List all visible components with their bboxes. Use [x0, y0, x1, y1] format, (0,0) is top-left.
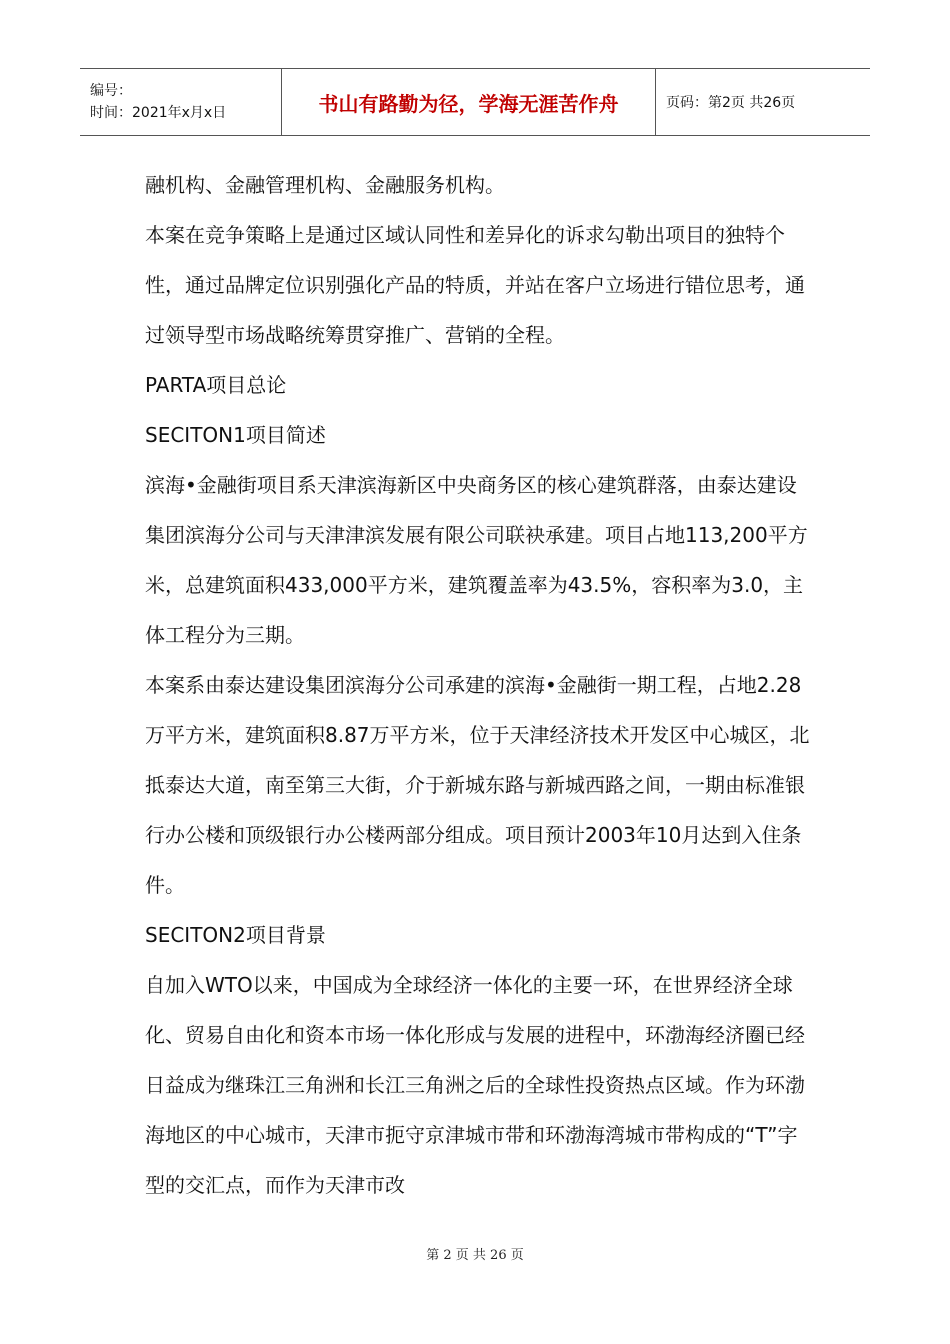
header-page-info: 页码：第2页 共26页: [666, 95, 796, 111]
paragraph: 滨海•金融街项目系天津滨海新区中央商务区的核心建筑群落，由泰达建设集团滨海分公司与天津津滨发展有限公司联袂承建。项目占地113,200平方米，总建筑面积433,000平方米，建筑覆盖率为43.5%，容积率为3.0，主体工程分为三期。: [145, 473, 808, 647]
paragraph: 融机构、金融管理机构、金融服务机构。: [145, 173, 505, 197]
document-body: [145, 160, 810, 1210]
section-heading: PARTA项目总论: [145, 373, 287, 397]
document-number-label: 编号：: [90, 83, 132, 99]
section-heading: SECITON1项目简述: [145, 423, 326, 447]
page-footer: 第 2 页 共 26 页: [426, 1248, 524, 1263]
paragraph: 本案系由泰达建设集团滨海分公司承建的滨海•金融街一期工程，占地2.28万平方米，建筑面积8.87万平方米，位于天津经济技术开发区中心城区，北抵泰达大道，南至第三大街，介于新城东路与新城西路之间，一期由标准银行办公楼和顶级银行办公楼两部分组成。项目预计2003年10月达到入住条件。: [145, 673, 810, 897]
paragraph: 本案在竞争策略上是通过区域认同性和差异化的诉求勾勒出项目的独特个性，通过品牌定位识别强化产品的特质，并站在客户立场进行错位思考，通过领导型市场战略统筹贯穿推广、营销的全程。: [145, 223, 805, 347]
paragraph: 自加入WTO以来，中国成为全球经济一体化的主要一环，在世界经济全球化、贸易自由化和资本市场一体化形成与发展的进程中，环渤海经济圈已经日益成为继珠江三角洲和长江三角洲之后的全球性投资热点区域。作为环渤海地区的中心城市，天津市扼守京津城市带和环渤海湾城市带构成的“T”字型的交汇点，而作为天津市改: [145, 973, 805, 1197]
header-motto: 书山有路勤为径，学海无涯苦作舟: [282, 69, 656, 135]
header-meta: [80, 69, 282, 135]
section-heading: SECITON2项目背景: [145, 923, 326, 947]
page-header: [80, 68, 870, 136]
document-time: 时间：2021年x月x日: [90, 105, 227, 121]
